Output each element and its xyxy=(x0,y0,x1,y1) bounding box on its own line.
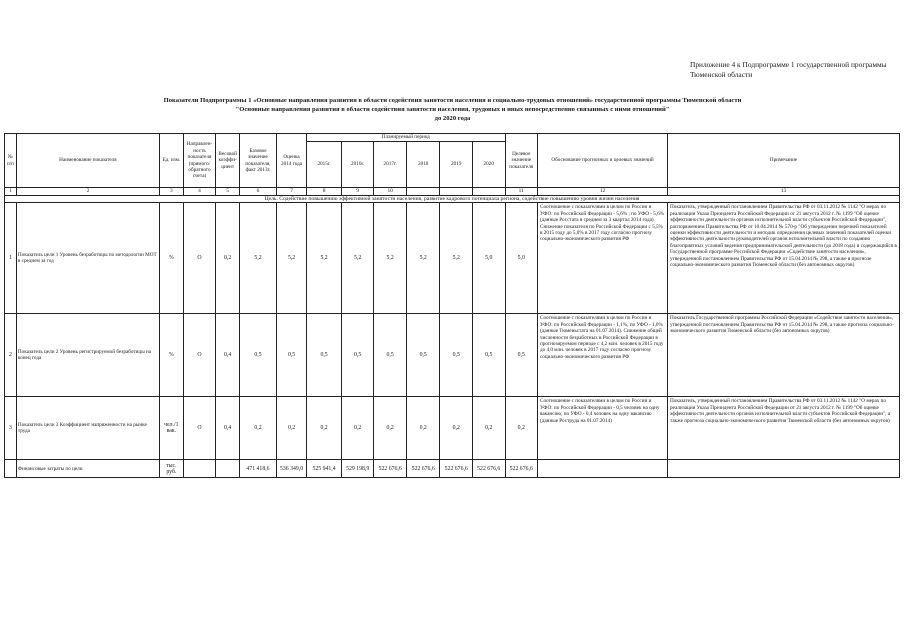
indicators-table xyxy=(4,133,900,478)
goal-text: Цель. Содействие повышению эффективной занятости населения, развитие кадрового потенциала региона, содействие повышению уровня жизни населения xyxy=(5,196,900,203)
row-year-value: 0,5 xyxy=(341,314,374,397)
column-number: 2 xyxy=(16,188,159,196)
goal-row xyxy=(5,196,900,203)
finance-target: 522 676,6 xyxy=(505,460,538,478)
row-justification: Соотношение с показателями в целом по России и УФО: по Российской Федерации - 1,1%; по УФО - 1,0% (данные Тюменьстата на 01.07.2014). Снижение общей численности безработных в Российской Федерации в прогнозируемом периоде с 4,2 млн. человек в 2015 году до 4,0 млн. человек в 2017 году согласно прогнозу социально-экономического развития РФ xyxy=(538,314,668,397)
finance-year-value: 522 676,6 xyxy=(406,460,440,478)
column-number: 9 xyxy=(341,188,374,196)
column-number: 13 xyxy=(668,188,900,196)
row-year-value: 0,2 xyxy=(374,397,407,460)
row-base: 0,5 xyxy=(240,314,277,397)
column-number: 6 xyxy=(240,188,277,196)
row-year-value: 0,2 xyxy=(472,397,505,460)
header-year: 2020 xyxy=(472,142,505,188)
row-target: 0,5 xyxy=(505,314,538,397)
header-estimate: Оценка 2014 года xyxy=(276,134,306,188)
row-num: 2 xyxy=(5,314,17,397)
column-number: 4 xyxy=(183,188,216,196)
finance-row xyxy=(5,460,900,478)
header-year: 2017г. xyxy=(374,142,407,188)
row-year-value: 0,5 xyxy=(472,314,505,397)
finance-year-value: 529 198,9 xyxy=(341,460,374,478)
row-justification: Соотношение с показателями в целом по России и УФО: по Российской Федерации - 5,6% ; по УФО - 5,6% (данные Росстата в среднем за 3 квартал 2014 года). Снижение показателя по Российской Федерации с 5,5% в 2015 году до 5,0% в 2017 году согласно прогнозу социально-экономического развития РФ xyxy=(538,203,668,314)
row-year-value: 5,2 xyxy=(341,203,374,314)
row-weight: 0,4 xyxy=(216,397,240,460)
row-year-value: 0,5 xyxy=(440,314,473,397)
row-year-value: 0,2 xyxy=(440,397,473,460)
header-year: 2019 xyxy=(440,142,473,188)
column-number: 1 xyxy=(5,188,17,196)
row-year-value: 5,2 xyxy=(440,203,473,314)
row-name: Показатель цели 2 Уровень регистрируемой безработицы на конец года xyxy=(16,314,159,397)
header-justification: Обоснование прогнозных и целевых значений xyxy=(538,134,668,188)
row-estimate: 0,5 xyxy=(276,314,306,397)
row-name: Показатель цели 3 Коэффициент напряженности на рынке труда xyxy=(16,397,159,460)
row-year-value: 5,2 xyxy=(374,203,407,314)
row-target: 5,0 xyxy=(505,203,538,314)
row-weight: 0,2 xyxy=(216,203,240,314)
table-row xyxy=(5,314,900,397)
header-weight: Весовой коэффи-циент xyxy=(216,134,240,188)
row-year-value: 5,0 xyxy=(472,203,505,314)
header-target: Целевое значение показателя xyxy=(505,134,538,188)
column-number: 7 xyxy=(276,188,306,196)
header-unit: Ед. изм. xyxy=(159,134,183,188)
table-row xyxy=(5,397,900,460)
column-number: 3 xyxy=(159,188,183,196)
title-line-3: до 2020 года xyxy=(434,115,471,122)
document-title xyxy=(0,96,905,123)
title-line-2: "Основные направления развития в области содействия занятости населения, трудовых и иных непосредственно связанных с ними отношений" xyxy=(235,106,670,113)
row-unit: % xyxy=(159,203,183,314)
finance-base: 471 418,6 xyxy=(240,460,277,478)
title-line-1: Показатели Подпрограммы 1 «Основные направления развития в области содействия занятости населения и социально-трудовых отношений» государственной программы Тюменской области xyxy=(163,97,742,104)
column-number: 5 xyxy=(216,188,240,196)
finance-year-value: 522 676,6 xyxy=(374,460,407,478)
row-weight: 0,4 xyxy=(216,314,240,397)
row-unit: % xyxy=(159,314,183,397)
row-direction: О xyxy=(183,397,216,460)
row-year-value: 0,2 xyxy=(341,397,374,460)
row-year-value: 0,5 xyxy=(374,314,407,397)
row-base: 0,2 xyxy=(240,397,277,460)
header-year: 2018 xyxy=(406,142,440,188)
header-name: Наименование показателя xyxy=(16,134,159,188)
row-direction: О xyxy=(183,203,216,314)
column-number: 11 xyxy=(505,188,538,196)
row-year-value: 0,2 xyxy=(307,397,342,460)
column-number: 8 xyxy=(307,188,342,196)
finance-year-value: 522 676,6 xyxy=(472,460,505,478)
header-planned-period: Планируемый период xyxy=(307,134,505,142)
header-base: Базовое значение показателя, факт 2013г. xyxy=(240,134,277,188)
header-num: № п/п xyxy=(5,134,17,188)
row-year-value: 0,5 xyxy=(307,314,342,397)
row-justification: Соотношение с показателями в целом по России и УФО: по Российской Федерации - 0,5 человек на одну вакансию, по УФО - 0,4 человек на одну вакансию (данные Роструда на 01.07.2014) xyxy=(538,397,668,460)
column-number: 12 xyxy=(538,188,668,196)
row-year-value: 5,2 xyxy=(406,203,440,314)
row-base: 5,2 xyxy=(240,203,277,314)
row-year-value: 0,2 xyxy=(406,397,440,460)
row-name: Показатель цели 1 Уровень безработицы по методологии МОТ в среднем за год xyxy=(16,203,159,314)
row-unit: чел./1 вак. xyxy=(159,397,183,460)
row-num: 1 xyxy=(5,203,17,314)
row-year-value: 5,2 xyxy=(307,203,342,314)
column-number-row xyxy=(5,188,900,196)
row-direction: О xyxy=(183,314,216,397)
row-estimate: 5,2 xyxy=(276,203,306,314)
header-year: 2015г. xyxy=(307,142,342,188)
row-note: Показатель, утвержденный постановлением Правительства РФ от 03.11.2012 № 1142 "О мерах по реализации Указа Президента Российской Федерации от 21 августа 2012 г. № 1199 "Об оценке эффективности деятельности органов исполнительной власти субъектов Российской Федерации", а также прогноза социально-экономического развития Тюменской области (без автономных округов) xyxy=(668,397,900,460)
row-target: 0,2 xyxy=(505,397,538,460)
column-number: 10 xyxy=(374,188,407,196)
finance-estimate: 536 349,0 xyxy=(276,460,306,478)
row-year-value: 0,5 xyxy=(406,314,440,397)
row-note: Показатель, утвержденный постановлением Правительства РФ от 03.11.2012 № 1142 "О мерах по реализации Указа Президента Российской Федерации от 21 августа 2012 г. № 1199 "Об оценке эффективности деятельности органов исполнительной власти субъектов Российской Федерации", распоряжением Правительства РФ от 10.04.2014 № 570-р "Об утверждении перечней показателей оценки эффективности деятельности и методик определения целевых значений показателей оценки эффективности деятельности руководителей органов исполнительной власти по созданию благоприятных условий ведения предпринимательской деятельности (до 2018 года) и содержащийся в Государственной программе Российской Федерации «Содействие занятости населения», утвержденной постановлением Правительства РФ от 15.04.2014 № 298, а также в прогнозе социально-экономического развития Тюменской области (без автономных округов) xyxy=(668,203,900,314)
finance-year-value: 525 941,4 xyxy=(307,460,342,478)
appendix-note: Приложение 4 к Подпрограмме 1 государственной программы Тюменской области xyxy=(690,60,887,79)
finance-name: Финансовые затраты по цели xyxy=(16,460,159,478)
table-row xyxy=(5,203,900,314)
header-year: 2016г. xyxy=(341,142,374,188)
row-num: 3 xyxy=(5,397,17,460)
finance-year-value: 522 676,6 xyxy=(440,460,473,478)
header-direction: Направлен-ность показателя (прямого/обратного счета) xyxy=(183,134,216,188)
header-note: Примечание xyxy=(668,134,900,188)
row-note: Показатель Государственной программы Российской Федерации «Содействие занятости населения», утвержденной постановлением Правительства РФ от 15.04.2014 № 298, а также прогноза социально-экономического развития Тюменской области (без автономных округов) xyxy=(668,314,900,397)
finance-unit: тыс. руб. xyxy=(159,460,183,478)
row-estimate: 0,2 xyxy=(276,397,306,460)
